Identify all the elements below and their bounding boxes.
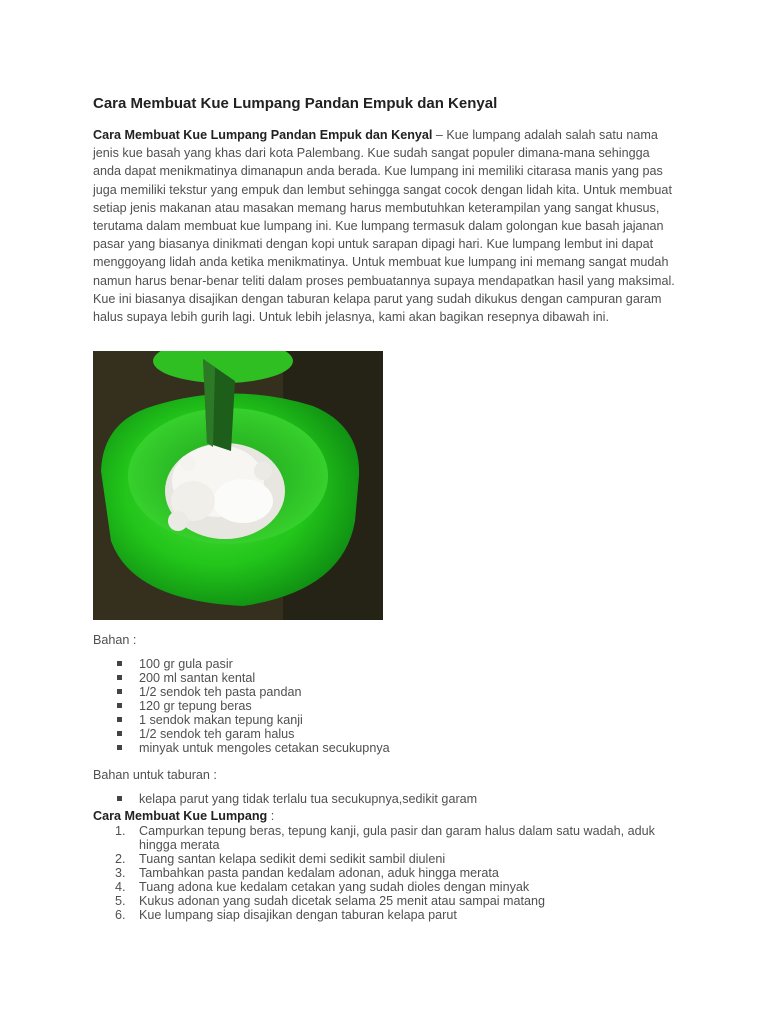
step-number: 1.: [115, 824, 126, 838]
step-item: [93, 880, 679, 894]
step-number: 4.: [115, 880, 126, 894]
topping-list: [93, 792, 477, 806]
ingredients-label: Bahan :: [93, 633, 137, 647]
step-text: Campurkan tepung beras, tepung kanji, gula pasir dan garam halus dalam satu wadah, aduk hingga merata: [139, 824, 655, 852]
ingredients-list: [93, 657, 390, 755]
step-text: Tambahkan pasta pandan kedalam adonan, aduk hingga merata: [139, 866, 499, 880]
kue-lumpang-photo: [93, 351, 383, 620]
step-item: [93, 852, 679, 866]
list-item: 1 sendok makan tepung kanji: [93, 713, 390, 727]
step-number: 3.: [115, 866, 126, 880]
list-item: minyak untuk mengoles cetakan secukupnya: [93, 741, 390, 755]
step-item: [93, 866, 679, 880]
intro-text: – Kue lumpang adalah salah satu nama jenis kue basah yang khas dari kota Palembang. Kue sudah sangat populer dimana-mana sehingga anda dapat menikmatinya dimanapun anda berada. Kue lumpang ini memiliki citarasa manis yang pas juga memiliki tekstur yang empuk dan lembut sehingga sangat cocok dengan lidah kita. Untuk membuat setiap jenis makanan atau masakan memang harus membutuhkan keterampilan yang sangat khusus, terutama dalam membuat kue lumpang ini. Kue lumpang termasuk dalam golongan kue basah jajanan pasar yang biasanya dinikmati dengan kopi untuk sarapan dipagi hari. Kue lumpang lembut ini dapat menggoyang lidah anda ketika menikmatinya. Untuk membuat kue lumpang ini memang sangat mudah namun harus benar-benar teliti dalam proses pembuatannya supaya mendapatkan hasil yang maksimal. Kue ini biasanya disajikan dengan taburan kelapa parut yang sudah dikukus dengan campuran garam halus supaya lebih gurih lagi. Untuk lebih jelasnya, kami akan bagikan resepnya dibawah ini.: [93, 128, 675, 325]
topping-label: Bahan untuk taburan :: [93, 768, 217, 782]
list-item: 1/2 sendok teh pasta pandan: [93, 685, 390, 699]
step-text: Tuang adona kue kedalam cetakan yang sudah dioles dengan minyak: [139, 880, 530, 894]
intro-paragraph: [93, 126, 681, 326]
step-item: [93, 894, 679, 908]
list-item: 100 gr gula pasir: [93, 657, 390, 671]
step-item: [93, 908, 679, 922]
step-text: Kukus adonan yang sudah dicetak selama 25 menit atau sampai matang: [139, 894, 546, 908]
method-label: Cara Membuat Kue Lumpang: [93, 809, 268, 823]
list-item: kelapa parut yang tidak terlalu tua secukupnya,sedikit garam: [93, 792, 477, 806]
method-heading: [93, 809, 274, 823]
step-item: [93, 824, 679, 852]
list-item: 1/2 sendok teh garam halus: [93, 727, 390, 741]
article-title: Cara Membuat Kue Lumpang Pandan Empuk dan Kenyal: [93, 95, 498, 112]
method-label-suffix: :: [267, 809, 275, 823]
step-number: 6.: [115, 908, 126, 922]
step-number: 5.: [115, 894, 126, 908]
list-item: 120 gr tepung beras: [93, 699, 390, 713]
step-text: Tuang santan kelapa sedikit demi sedikit sambil diuleni: [139, 852, 446, 866]
step-text: Kue lumpang siap disajikan dengan taburan kelapa parut: [139, 908, 457, 922]
method-steps: [93, 824, 679, 922]
intro-lead: Cara Membuat Kue Lumpang Pandan Empuk dan Kenyal: [93, 128, 433, 142]
list-item: 200 ml santan kental: [93, 671, 390, 685]
step-number: 2.: [115, 852, 126, 866]
